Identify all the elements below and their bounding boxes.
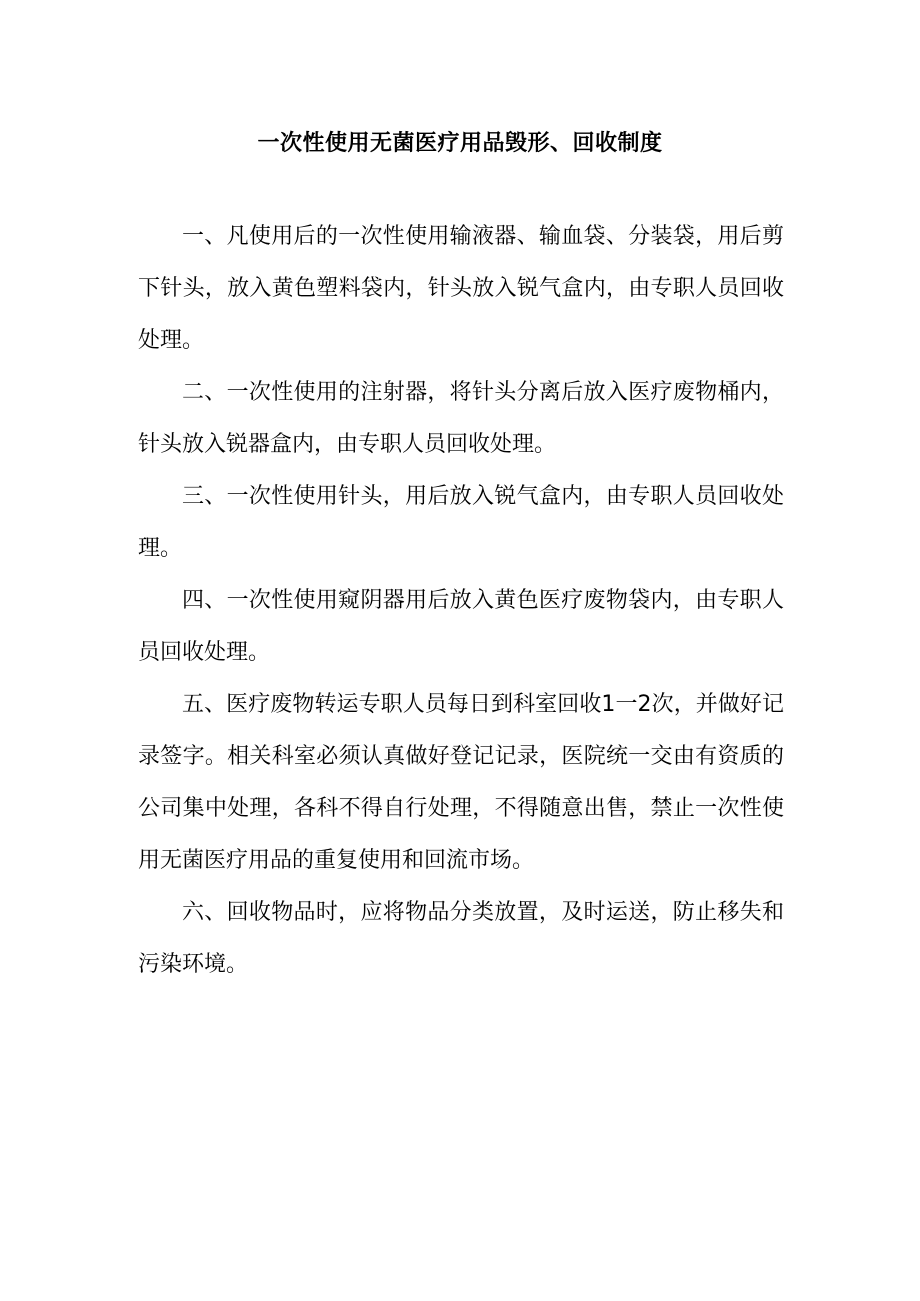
paragraph-6: 六、回收物品时，应将物品分类放置，及时运送，防止移失和污染环境。	[138, 900, 784, 977]
page-title: 一次性使用无菌医疗用品毁形、回收制度	[257, 131, 663, 156]
paragraph-3: 三、一次性使用针头，用后放入锐气盒内，由专职人员回收处理。	[138, 484, 784, 561]
paragraph-1: 一、凡使用后的一次性使用输液器、输血袋、分装袋，用后剪下针头，放入黄色塑料袋内，针头放入锐气盒内，由专职人员回收处理。	[138, 224, 784, 353]
document-body	[138, 211, 784, 991]
paragraph-5: 五、医疗废物转运专职人员每日到科室回收1一2次，并做好记录签字。相关科室必须认真做好登记记录，医院统一交由有资质的公司集中处理，各科不得自行处理，不得随意出售，禁止一次性使用无菌医疗用品的重复使用和回流市场。	[138, 692, 784, 873]
paragraph-4: 四、一次性使用窥阴器用后放入黄色医疗废物袋内，由专职人员回收处理。	[138, 588, 784, 665]
paragraph-2: 二、一次性使用的注射器，将针头分离后放入医疗废物桶内，针头放入锐器盒内，由专职人员回收处理。	[138, 380, 784, 457]
